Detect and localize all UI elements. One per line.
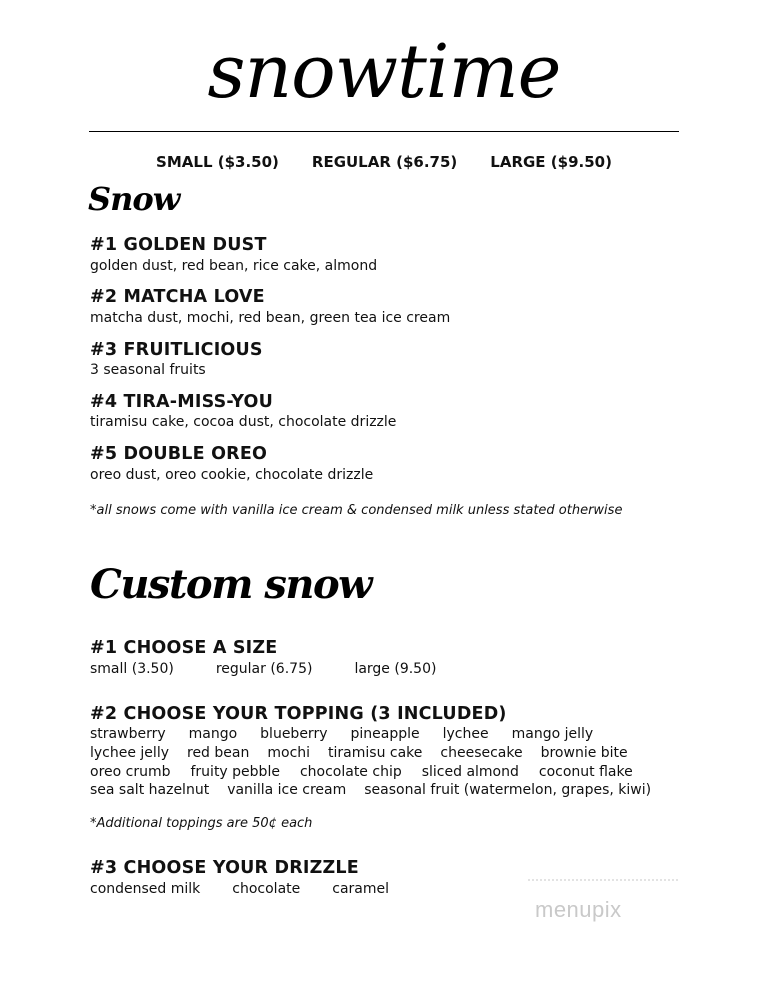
section-heading-custom-snow: Custom snow bbox=[90, 561, 372, 608]
size-price-small: SMALL ($3.50) bbox=[156, 153, 279, 171]
topping-option: sea salt hazelnut bbox=[90, 782, 210, 798]
watermark-decoration bbox=[528, 879, 678, 889]
topping-option: mango bbox=[188, 726, 238, 742]
topping-option: tiramisu cake bbox=[328, 745, 423, 761]
step-title-size: #1 CHOOSE A SIZE bbox=[90, 638, 278, 658]
menu-item-desc: golden dust, red bean, rice cake, almond bbox=[90, 258, 378, 274]
topping-option: seasonal fruit (watermelon, grapes, kiwi) bbox=[364, 782, 652, 798]
drizzle-option: chocolate bbox=[232, 881, 301, 897]
menu-item-desc: tiramisu cake, cocoa dust, chocolate drizzle bbox=[90, 414, 397, 430]
drizzle-option: condensed milk bbox=[90, 881, 201, 897]
step-title-topping: #2 CHOOSE YOUR TOPPING (3 INCLUDED) bbox=[90, 704, 507, 724]
drizzle-options bbox=[90, 880, 409, 899]
topping-option: brownie bite bbox=[540, 745, 628, 761]
topping-option: sliced almond bbox=[421, 764, 519, 780]
topping-option: coconut flake bbox=[538, 764, 633, 780]
size-price-large: LARGE ($9.50) bbox=[490, 153, 612, 171]
topping-row bbox=[90, 744, 648, 763]
topping-footnote: *Additional toppings are 50¢ each bbox=[90, 816, 313, 831]
section-heading-snow: Snow bbox=[88, 180, 180, 218]
menu-item-desc: oreo dust, oreo cookie, chocolate drizzle bbox=[90, 467, 374, 483]
size-option: regular (6.75) bbox=[215, 661, 313, 677]
menu-item-title: #1 GOLDEN DUST bbox=[90, 235, 267, 255]
topping-option: cheesecake bbox=[440, 745, 523, 761]
drizzle-option: caramel bbox=[332, 881, 390, 897]
size-price-bar bbox=[0, 152, 768, 172]
step-title-drizzle: #3 CHOOSE YOUR DRIZZLE bbox=[90, 858, 359, 878]
menu-item-title: #2 MATCHA LOVE bbox=[90, 287, 265, 307]
snow-footnote: *all snows come with vanilla ice cream & condensed milk unless stated otherwise bbox=[90, 503, 623, 518]
topping-option: strawberry bbox=[90, 726, 166, 742]
topping-option: vanilla ice cream bbox=[227, 782, 347, 798]
watermark: menupix bbox=[535, 897, 622, 922]
menu-item-desc: 3 seasonal fruits bbox=[90, 362, 206, 378]
topping-option: pineapple bbox=[350, 726, 420, 742]
topping-option: lychee bbox=[442, 726, 489, 742]
topping-option: oreo crumb bbox=[90, 764, 171, 780]
menu-item-title: #3 FRUITLICIOUS bbox=[90, 340, 263, 360]
topping-option: fruity pebble bbox=[190, 764, 280, 780]
size-option: small (3.50) bbox=[90, 661, 174, 677]
menu-item-title: #4 TIRA-MISS-YOU bbox=[90, 392, 274, 412]
topping-option: mango jelly bbox=[511, 726, 594, 742]
brand-logo: snowtime bbox=[207, 29, 561, 115]
topping-row bbox=[90, 725, 613, 744]
size-option: large (9.50) bbox=[354, 661, 437, 677]
topping-option: blueberry bbox=[260, 726, 328, 742]
size-options bbox=[90, 660, 456, 679]
topping-option: mochi bbox=[267, 745, 311, 761]
topping-row bbox=[90, 763, 653, 782]
topping-option: red bean bbox=[187, 745, 250, 761]
size-price-regular: REGULAR ($6.75) bbox=[311, 153, 458, 171]
topping-option: lychee jelly bbox=[90, 745, 169, 761]
menu-item-desc: matcha dust, mochi, red bean, green tea ice cream bbox=[90, 310, 451, 326]
menu-item-title: #5 DOUBLE OREO bbox=[90, 444, 268, 464]
header-divider bbox=[89, 131, 679, 132]
topping-option: chocolate chip bbox=[299, 764, 402, 780]
topping-row bbox=[90, 781, 671, 800]
